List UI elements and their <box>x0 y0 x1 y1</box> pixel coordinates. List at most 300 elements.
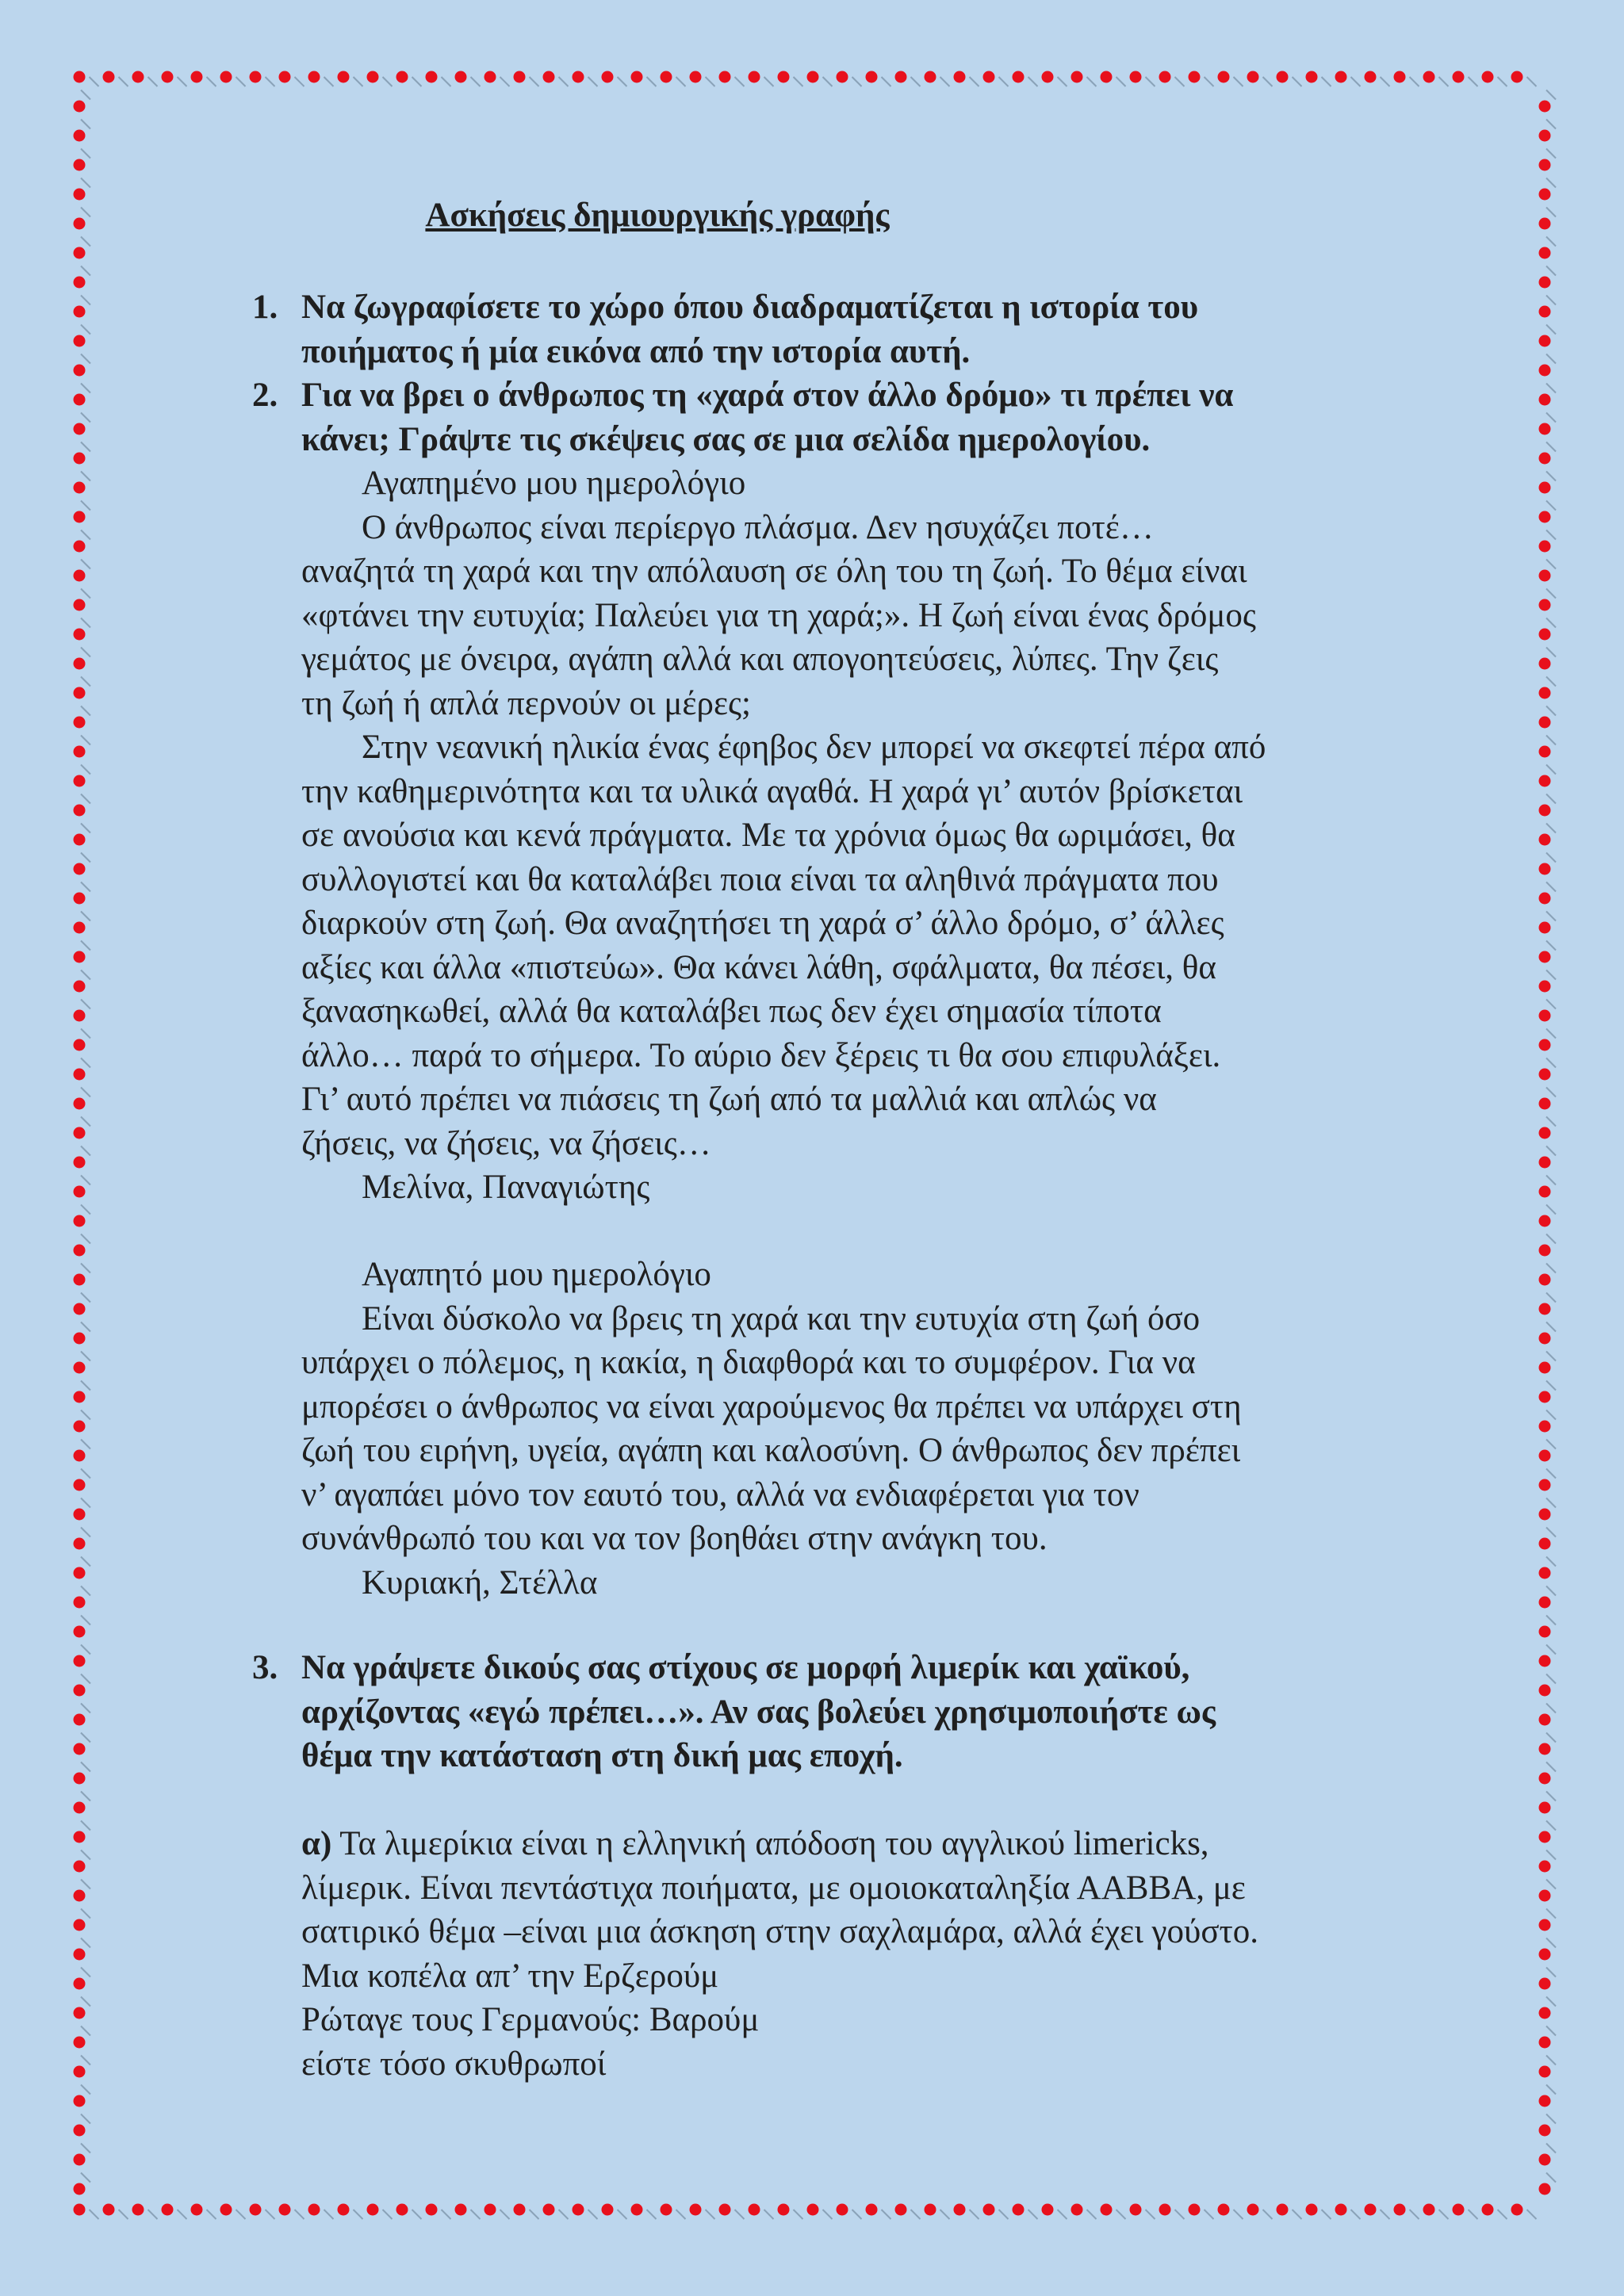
border-dot <box>74 482 86 494</box>
border-dash <box>1546 442 1556 452</box>
border-dot <box>74 2183 86 2195</box>
border-dash <box>559 77 569 86</box>
diary-line: διαρκούν στη ζωή. Θα αναζητήσει τη χαρά σ’ άλλο δρόμο, σ’ άλλες <box>301 905 1224 942</box>
border-dot <box>954 71 966 83</box>
border-dot <box>485 71 496 83</box>
border-dot <box>1539 2037 1551 2049</box>
border-dot <box>455 2204 467 2216</box>
border-dash <box>882 2210 891 2219</box>
border-dash <box>1546 794 1556 804</box>
border-dot <box>807 2204 819 2216</box>
border-dot <box>1539 1978 1551 1990</box>
border-dash <box>81 1674 90 1684</box>
border-dot <box>74 335 86 347</box>
border-dot <box>74 1274 86 1286</box>
border-dash <box>471 77 481 86</box>
border-dash <box>81 149 90 159</box>
border-dot <box>74 1421 86 1433</box>
border-dot <box>778 2204 790 2216</box>
border-dash <box>618 77 627 86</box>
border-dot <box>74 1773 86 1785</box>
border-dot <box>1042 2204 1054 2216</box>
border-dash <box>1058 77 1067 86</box>
border-dot <box>1539 2095 1551 2107</box>
border-dot <box>74 599 86 611</box>
border-dot <box>1277 71 1289 83</box>
border-dash <box>81 736 90 745</box>
border-dash <box>236 2210 246 2219</box>
limerick-label: α) <box>301 1825 332 1862</box>
border-dot <box>74 1303 86 1315</box>
border-dot <box>74 306 86 318</box>
border-dash <box>354 77 363 86</box>
border-dot <box>1335 71 1347 83</box>
border-dash <box>81 1762 90 1772</box>
border-dash <box>1205 77 1214 86</box>
border-dot <box>1539 834 1551 846</box>
border-dot <box>74 1655 86 1667</box>
border-dot <box>74 805 86 817</box>
border-dot <box>220 2204 232 2216</box>
border-dot <box>1423 71 1435 83</box>
border-dash <box>1546 1586 1556 1596</box>
border-dot <box>74 746 86 758</box>
border-dot <box>396 71 408 83</box>
border-dot <box>1539 570 1551 582</box>
border-dash <box>1546 208 1556 217</box>
border-dash <box>81 824 90 833</box>
border-dot <box>1539 394 1551 406</box>
border-dot <box>1539 1157 1551 1169</box>
border-dash <box>81 325 90 335</box>
border-dot <box>1335 2204 1347 2216</box>
border-dot <box>74 1157 86 1169</box>
border-dot <box>1539 2154 1551 2166</box>
border-dot <box>1130 71 1142 83</box>
border-dash <box>1546 912 1556 921</box>
border-dot <box>338 71 350 83</box>
border-dot <box>1539 805 1551 817</box>
border-dash <box>1028 77 1038 86</box>
limerick-intro-line <box>301 1822 1258 1866</box>
border-dash <box>81 1000 90 1009</box>
item-number-1: 1. <box>252 289 278 326</box>
border-dot <box>74 834 86 846</box>
border-dot <box>74 130 86 142</box>
border-dash <box>1546 1850 1556 1860</box>
border-dash <box>81 765 90 775</box>
border-dash <box>588 2210 598 2219</box>
border-dot <box>573 2204 584 2216</box>
diary-line: Ο άνθρωπος είναι περίεργο πλάσμα. Δεν ησυχάζει ποτέ… <box>362 508 1154 546</box>
border-dash <box>81 1909 90 1919</box>
item-2-line: Για να βρει ο άνθρωπος τη «χαρά στον άλλο δρόμο» τι πρέπει να <box>301 377 1234 414</box>
border-dot <box>74 511 86 523</box>
border-dot <box>807 71 819 83</box>
border-dash <box>1546 1264 1556 1273</box>
border-dash <box>236 77 246 86</box>
item-3-text <box>301 1646 1216 1778</box>
border-dash <box>1546 1146 1556 1156</box>
border-dash <box>81 2173 90 2183</box>
item-1-line: ποιήματος ή μία εικόνα από την ιστορία αυτή. <box>301 332 971 370</box>
border-dot <box>74 2095 86 2107</box>
border-dot <box>837 71 848 83</box>
border-dot <box>602 2204 614 2216</box>
border-dot <box>1365 2204 1377 2216</box>
border-dot <box>74 2037 86 2049</box>
border-dot <box>719 2204 731 2216</box>
border-dot <box>1511 71 1523 83</box>
border-dash <box>1546 853 1556 863</box>
border-dot <box>1539 2183 1551 2195</box>
border-dash <box>1546 1557 1556 1567</box>
border-dash <box>81 2056 90 2065</box>
border-dash <box>81 1322 90 1332</box>
border-dot <box>74 541 86 553</box>
border-dot <box>749 2204 760 2216</box>
border-dash <box>1546 472 1556 481</box>
border-dash <box>442 77 451 86</box>
border-dot <box>1539 1890 1551 1902</box>
border-dot <box>1539 1069 1551 1081</box>
border-dash <box>1175 77 1185 86</box>
border-dot <box>1539 1773 1551 1785</box>
border-dash <box>81 1352 90 1361</box>
border-dot <box>514 71 526 83</box>
border-dot <box>1539 1274 1551 1286</box>
border-dot <box>573 71 584 83</box>
border-dash <box>1546 1234 1556 1244</box>
border-dash <box>852 2210 862 2219</box>
border-dash <box>81 1440 90 1449</box>
border-dash <box>81 1469 90 1479</box>
border-dash <box>1546 618 1556 628</box>
border-dash <box>1546 1645 1556 1655</box>
diary-signature: Κυριακή, Στέλλα <box>362 1563 598 1601</box>
border-dash <box>383 2210 393 2219</box>
border-dot <box>74 1802 86 1814</box>
border-dash <box>81 442 90 452</box>
border-dot <box>1539 1802 1551 1814</box>
border-dash <box>81 1968 90 1977</box>
border-dot <box>749 71 760 83</box>
border-dash <box>1028 2210 1038 2219</box>
border-dash <box>1546 1674 1556 1684</box>
border-dot <box>1306 2204 1318 2216</box>
border-dot <box>1042 71 1054 83</box>
border-dot <box>1189 71 1201 83</box>
item-1-line: Να ζωγραφίσετε το χώρο όπου διαδραματίζεται η ιστορία του <box>301 289 1199 326</box>
border-dot <box>1189 2204 1201 2216</box>
border-dot <box>74 159 86 171</box>
border-dash <box>1546 941 1556 951</box>
border-dot <box>1101 2204 1113 2216</box>
border-dash <box>354 2210 363 2219</box>
border-dot <box>74 1098 86 1110</box>
border-dot <box>1539 277 1551 289</box>
border-dot <box>514 2204 526 2216</box>
border-dash <box>178 2210 187 2219</box>
border-dot <box>602 71 614 83</box>
border-dash <box>1546 1029 1556 1039</box>
border-dash <box>1546 736 1556 745</box>
border-dash <box>81 1410 90 1420</box>
border-dash <box>647 77 657 86</box>
border-dot <box>690 71 702 83</box>
border-dash <box>207 77 216 86</box>
border-dot <box>1539 482 1551 494</box>
border-dash <box>81 501 90 511</box>
border-dot <box>74 1949 86 1961</box>
diary-line: συλλογιστεί και θα καταλάβει ποια είναι τα αληθινά πράγματα που <box>301 860 1219 898</box>
border-dash <box>1546 1058 1556 1068</box>
border-dash <box>81 384 90 393</box>
border-dash <box>471 2210 481 2219</box>
item-2-text <box>301 373 1233 461</box>
border-dash <box>1498 2210 1507 2219</box>
border-dash <box>1546 149 1556 159</box>
border-dot <box>1539 629 1551 641</box>
item-3-line: αρχίζοντας «εγώ πρέπει…». Αν σας βολεύει χρησιμοποιήστε ως <box>301 1693 1216 1731</box>
border-dot <box>74 1538 86 1550</box>
border-dot <box>631 71 643 83</box>
border-dot <box>1539 1421 1551 1433</box>
border-dot <box>1539 2125 1551 2137</box>
border-dot <box>983 2204 995 2216</box>
border-dot <box>1539 1362 1551 1374</box>
border-dash <box>1058 2210 1067 2219</box>
border-dash <box>1146 77 1155 86</box>
border-dot <box>1539 335 1551 347</box>
border-dash <box>1546 1792 1556 1801</box>
border-dot <box>1101 71 1113 83</box>
border-dot <box>1539 2007 1551 2019</box>
border-dash <box>1546 237 1556 247</box>
border-dash <box>1546 1968 1556 1977</box>
border-dot <box>1247 2204 1259 2216</box>
border-dot <box>279 2204 291 2216</box>
border-dash <box>266 77 275 86</box>
border-dash <box>1546 1117 1556 1127</box>
border-dot <box>74 1509 86 1521</box>
border-dot <box>1539 1391 1551 1403</box>
border-dot <box>74 658 86 670</box>
border-dot <box>74 189 86 201</box>
border-dot <box>1306 71 1318 83</box>
border-dash <box>90 2210 99 2219</box>
border-dash <box>1527 77 1537 86</box>
border-dash <box>81 912 90 921</box>
border-dash <box>81 1176 90 1185</box>
border-dash <box>81 296 90 305</box>
border-dot <box>1159 71 1171 83</box>
border-dot <box>74 951 86 963</box>
border-dash <box>970 2210 979 2219</box>
border-dash <box>500 2210 510 2219</box>
border-dash <box>1546 1880 1556 1889</box>
border-dash <box>81 178 90 188</box>
border-dash <box>1546 1322 1556 1332</box>
border-dash <box>81 794 90 804</box>
border-dash <box>1205 2210 1214 2219</box>
border-dot <box>1394 71 1406 83</box>
border-dash <box>81 90 90 100</box>
border-dash <box>81 589 90 599</box>
border-dot <box>661 71 672 83</box>
border-dash <box>1546 1205 1556 1215</box>
border-dash <box>81 1381 90 1391</box>
diary-line: ξανασηκωθεί, αλλά θα καταλάβει πως δεν έχει σημασία τίποτα <box>301 993 1162 1030</box>
border-dot <box>1539 1743 1551 1755</box>
border-dash <box>81 1733 90 1743</box>
border-dash <box>266 2210 275 2219</box>
border-dot <box>74 1567 86 1579</box>
border-dash <box>1546 1938 1556 1948</box>
diary-line: συνάνθρωπό του και να τον βοηθάει στην ανάγκη του. <box>301 1520 1048 1557</box>
border-dot <box>1539 951 1551 963</box>
border-dot <box>74 365 86 377</box>
border-dot <box>1013 2204 1025 2216</box>
border-dash <box>81 1645 90 1655</box>
border-dot <box>866 71 878 83</box>
border-dot <box>74 2204 86 2216</box>
border-dot <box>191 2204 203 2216</box>
border-dash <box>1546 2056 1556 2065</box>
diary-line: μπορέσει ο άνθρωπος να είναι χαρούμενος θα πρέπει να υπάρχει στη <box>301 1387 1242 1425</box>
border-dot <box>74 1714 86 1726</box>
border-dash <box>706 2210 715 2219</box>
border-dot <box>396 2204 408 2216</box>
border-dash <box>412 2210 422 2219</box>
border-dash <box>1234 77 1243 86</box>
limerick-intro-text: Τα λιμερίκια είναι η ελληνική απόδοση του αγγλικού limericks, <box>331 1825 1209 1862</box>
border-dash <box>1546 120 1556 129</box>
border-dash <box>1546 1528 1556 1537</box>
border-dash <box>81 208 90 217</box>
border-dash <box>764 2210 774 2219</box>
border-dash <box>81 2026 90 2036</box>
border-dash <box>81 1234 90 1244</box>
border-dash <box>81 1293 90 1303</box>
border-dot <box>308 2204 320 2216</box>
border-dot <box>250 71 262 83</box>
border-dot <box>631 2204 643 2216</box>
border-dot <box>1539 863 1551 875</box>
border-dot <box>485 2204 496 2216</box>
page-title: Ασκήσεις δημιουργικής γραφής <box>425 197 890 234</box>
border-dash <box>81 1557 90 1567</box>
border-dash <box>81 1850 90 1860</box>
border-dash <box>940 77 950 86</box>
border-dot <box>661 2204 672 2216</box>
border-dash <box>764 77 774 86</box>
border-dash <box>1546 1176 1556 1185</box>
border-dot <box>74 1069 86 1081</box>
border-dash <box>823 77 833 86</box>
border-dash <box>940 2210 950 2219</box>
border-dash <box>1263 77 1273 86</box>
border-dash <box>81 1264 90 1273</box>
border-dash <box>81 354 90 364</box>
diary-line: σε ανούσια και κενά πράγματα. Με τα χρόνια όμως θα ωριμάσει, θα <box>301 817 1235 854</box>
border-dash <box>1546 1000 1556 1009</box>
border-dot <box>426 71 438 83</box>
diary-line: Γι’ αυτό πρέπει να πιάσεις τη ζωή από τα μαλλιά και απλώς να <box>301 1081 1157 1118</box>
border-dot <box>1394 2204 1406 2216</box>
border-dot <box>74 1127 86 1139</box>
border-dot <box>74 423 86 435</box>
border-dash <box>735 77 745 86</box>
border-dash <box>1439 2210 1449 2219</box>
border-dot <box>426 2204 438 2216</box>
border-dot <box>1539 130 1551 142</box>
diary-line: γεμάτος με όνειρα, αγάπη αλλά και απογοητεύσεις, λύπες. Την ζεις <box>301 641 1219 678</box>
border-dot <box>1071 71 1083 83</box>
border-dash <box>81 266 90 276</box>
border-dash <box>1546 1469 1556 1479</box>
border-dash <box>1546 2173 1556 2183</box>
border-dash <box>1546 266 1556 276</box>
border-dot <box>1539 981 1551 993</box>
border-dash <box>90 77 99 86</box>
item-3-line: θέμα την κατάσταση στη δική μας εποχή. <box>301 1737 903 1774</box>
border-dot <box>367 2204 379 2216</box>
border-dash <box>706 77 715 86</box>
border-dash <box>119 77 128 86</box>
border-dash <box>81 1498 90 1508</box>
border-dot <box>74 1626 86 1638</box>
border-dot <box>1539 101 1551 113</box>
diary-line: «φτάνει την ευτυχία; Παλεύει για τη χαρά;». Η ζωή είναι ένας δρόμος <box>301 596 1256 634</box>
border-dash <box>442 2210 451 2219</box>
border-dot <box>74 1831 86 1843</box>
border-dot <box>74 1919 86 1931</box>
border-dot <box>1539 1567 1551 1579</box>
diary-line: τη ζωή ή απλά περνούν οι μέρες; <box>301 684 751 722</box>
border-dot <box>690 2204 702 2216</box>
border-dot <box>1539 1597 1551 1609</box>
border-dot <box>74 277 86 289</box>
border-dot <box>103 71 115 83</box>
border-dash <box>295 2210 304 2219</box>
border-dash <box>1546 1997 1556 2007</box>
border-dot <box>1539 1538 1551 1550</box>
border-dot <box>74 1685 86 1697</box>
border-dot <box>1482 2204 1494 2216</box>
border-dash <box>81 1792 90 1801</box>
border-dash <box>81 941 90 951</box>
diary-heading: Αγαπημένο μου ημερολόγιο <box>362 465 746 502</box>
border-dash <box>970 77 979 86</box>
border-dot <box>1539 1098 1551 1110</box>
border-dash <box>1116 77 1126 86</box>
border-dash <box>1351 2210 1361 2219</box>
border-dash <box>119 2210 128 2219</box>
border-dash <box>81 237 90 247</box>
border-dash <box>1546 530 1556 540</box>
border-dot <box>1539 1215 1551 1227</box>
border-dot <box>1539 746 1551 758</box>
border-dash <box>1527 2210 1537 2219</box>
border-dash <box>81 530 90 540</box>
border-dot <box>74 1186 86 1198</box>
border-dash <box>1322 2210 1331 2219</box>
border-dot <box>74 1245 86 1257</box>
border-dash <box>794 2210 803 2219</box>
border-dot <box>543 2204 555 2216</box>
border-dot <box>1539 658 1551 670</box>
